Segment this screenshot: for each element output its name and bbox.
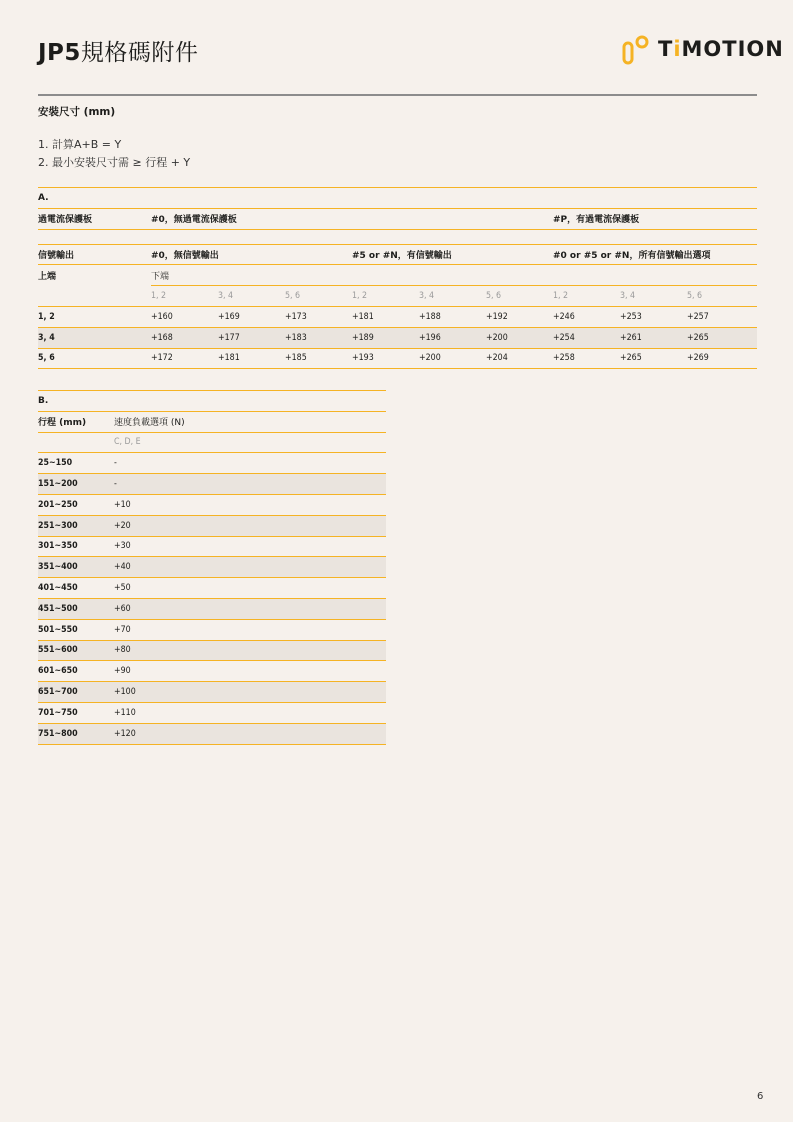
section-title: 安裝尺寸 (mm) xyxy=(38,106,116,118)
subheader-cell: 1, 2 xyxy=(151,286,218,307)
speed-column-header: 速度負載選項 (N) xyxy=(114,411,386,432)
table-cell: +173 xyxy=(285,306,352,327)
lower-end-label: 下端 xyxy=(151,265,757,286)
instruction-step: 2. 最小安裝尺寸需 ≥ 行程 + Y xyxy=(38,156,191,169)
subheader-cell: 1, 2 xyxy=(352,286,419,307)
table-cell: +110 xyxy=(114,702,386,723)
table-cell: 5, 6 xyxy=(38,348,151,369)
table-cell: 25~150 xyxy=(38,453,114,474)
table-row xyxy=(38,327,757,348)
table-cell: +60 xyxy=(114,598,386,619)
table-cell: +168 xyxy=(151,327,218,348)
instruction-step: 1. 計算A+B = Y xyxy=(38,138,122,151)
speed-options: C, D, E xyxy=(114,432,386,453)
table-cell: +189 xyxy=(352,327,419,348)
table-row xyxy=(38,494,386,515)
table-b-subheader-row xyxy=(38,432,386,453)
table-cell: +30 xyxy=(114,536,386,557)
table-cell: +269 xyxy=(687,348,757,369)
table-cell: +177 xyxy=(218,327,285,348)
signal-label: 信號輸出 xyxy=(38,244,151,265)
table-cell: +204 xyxy=(486,348,553,369)
signal-option-0: #0，無信號輸出 xyxy=(151,244,352,265)
table-b xyxy=(38,390,386,745)
table-cell: +193 xyxy=(352,348,419,369)
table-cell: 3, 4 xyxy=(38,327,151,348)
table-row xyxy=(38,208,757,229)
brand-logo xyxy=(622,33,784,65)
table-row xyxy=(38,619,386,640)
page-title-model: JP5 xyxy=(38,40,81,66)
table-row xyxy=(38,244,757,265)
table-cell: +40 xyxy=(114,557,386,578)
table-cell: +254 xyxy=(553,327,620,348)
table-cell: 501~550 xyxy=(38,619,114,640)
table-cell: +265 xyxy=(687,327,757,348)
table-row xyxy=(38,598,386,619)
table-cell: +90 xyxy=(114,661,386,682)
table-cell: +181 xyxy=(218,348,285,369)
stroke-column-header: 行程 (mm) xyxy=(38,411,114,432)
table-cell: +100 xyxy=(114,682,386,703)
table-cell: +261 xyxy=(620,327,687,348)
table-cell: +172 xyxy=(151,348,218,369)
table-row xyxy=(38,723,386,744)
table-cell: +253 xyxy=(620,306,687,327)
table-cell: 451~500 xyxy=(38,598,114,619)
table-cell: +257 xyxy=(687,306,757,327)
overcurrent-option-p: #P，有過電流保護板 xyxy=(553,208,757,229)
table-row xyxy=(38,515,386,536)
table-cell: 651~700 xyxy=(38,682,114,703)
table-cell: +70 xyxy=(114,619,386,640)
table-row xyxy=(38,661,386,682)
table-row xyxy=(38,640,386,661)
table-cell: 351~400 xyxy=(38,557,114,578)
table-row xyxy=(38,453,386,474)
subheader-cell: 5, 6 xyxy=(285,286,352,307)
table-cell: +196 xyxy=(419,327,486,348)
table-cell: +200 xyxy=(486,327,553,348)
table-cell: +200 xyxy=(419,348,486,369)
table-cell: +246 xyxy=(553,306,620,327)
logo-text: TiMOTION xyxy=(658,37,784,61)
table-cell: 601~650 xyxy=(38,661,114,682)
subheader-row xyxy=(38,286,757,307)
table-cell: +192 xyxy=(486,306,553,327)
logo-mark-icon xyxy=(622,33,652,65)
table-cell: +185 xyxy=(285,348,352,369)
table-row xyxy=(38,348,757,369)
table-cell: 551~600 xyxy=(38,640,114,661)
table-row xyxy=(38,557,386,578)
subheader-cell: 3, 4 xyxy=(218,286,285,307)
subheader-cell: 5, 6 xyxy=(486,286,553,307)
spacer-row xyxy=(38,229,757,244)
table-b-label: B. xyxy=(38,391,386,412)
table-a-caption-row xyxy=(38,188,757,209)
signal-option-5n: #5 or #N，有信號輸出 xyxy=(352,244,553,265)
table-cell: +258 xyxy=(553,348,620,369)
overcurrent-option-0: #0，無過電流保護板 xyxy=(151,208,553,229)
table-cell: +169 xyxy=(218,306,285,327)
table-a xyxy=(38,187,757,369)
table-row xyxy=(38,702,386,723)
table-row xyxy=(38,682,386,703)
table-cell: 1, 2 xyxy=(38,306,151,327)
table-cell: 151~200 xyxy=(38,474,114,495)
table-row xyxy=(38,474,386,495)
table-cell: +80 xyxy=(114,640,386,661)
subheader-cell: 3, 4 xyxy=(419,286,486,307)
subheader-cell: 1, 2 xyxy=(553,286,620,307)
page-title xyxy=(38,34,198,67)
table-row xyxy=(38,306,757,327)
table-b-caption-row xyxy=(38,391,386,412)
table-cell: +188 xyxy=(419,306,486,327)
table-cell: 401~450 xyxy=(38,578,114,599)
header-divider xyxy=(38,94,757,96)
overcurrent-label: 過電流保護板 xyxy=(38,208,151,229)
table-cell: +50 xyxy=(114,578,386,599)
page-title-text: 規格碼附件 xyxy=(80,40,199,66)
table-cell: 301~350 xyxy=(38,536,114,557)
table-cell: 701~750 xyxy=(38,702,114,723)
table-cell: +160 xyxy=(151,306,218,327)
subheader-cell: 5, 6 xyxy=(687,286,757,307)
table-row xyxy=(38,536,386,557)
table-cell: +20 xyxy=(114,515,386,536)
table-cell: 251~300 xyxy=(38,515,114,536)
table-cell: 751~800 xyxy=(38,723,114,744)
table-row xyxy=(38,578,386,599)
table-cell: 201~250 xyxy=(38,494,114,515)
page-number: 6 xyxy=(757,1091,764,1102)
table-cell: +120 xyxy=(114,723,386,744)
table-row xyxy=(38,265,757,286)
subheader-cell: 3, 4 xyxy=(620,286,687,307)
upper-end-label: 上端 xyxy=(38,272,57,283)
table-cell: +181 xyxy=(352,306,419,327)
instruction-list xyxy=(38,136,190,172)
table-cell: +265 xyxy=(620,348,687,369)
table-a-label: A. xyxy=(38,188,757,209)
table-cell: - xyxy=(114,474,386,495)
table-cell: +10 xyxy=(114,494,386,515)
table-b-header-row xyxy=(38,411,386,432)
signal-option-all: #0 or #5 or #N，所有信號輸出選項 xyxy=(553,244,757,265)
table-cell: +183 xyxy=(285,327,352,348)
table-cell: - xyxy=(114,453,386,474)
